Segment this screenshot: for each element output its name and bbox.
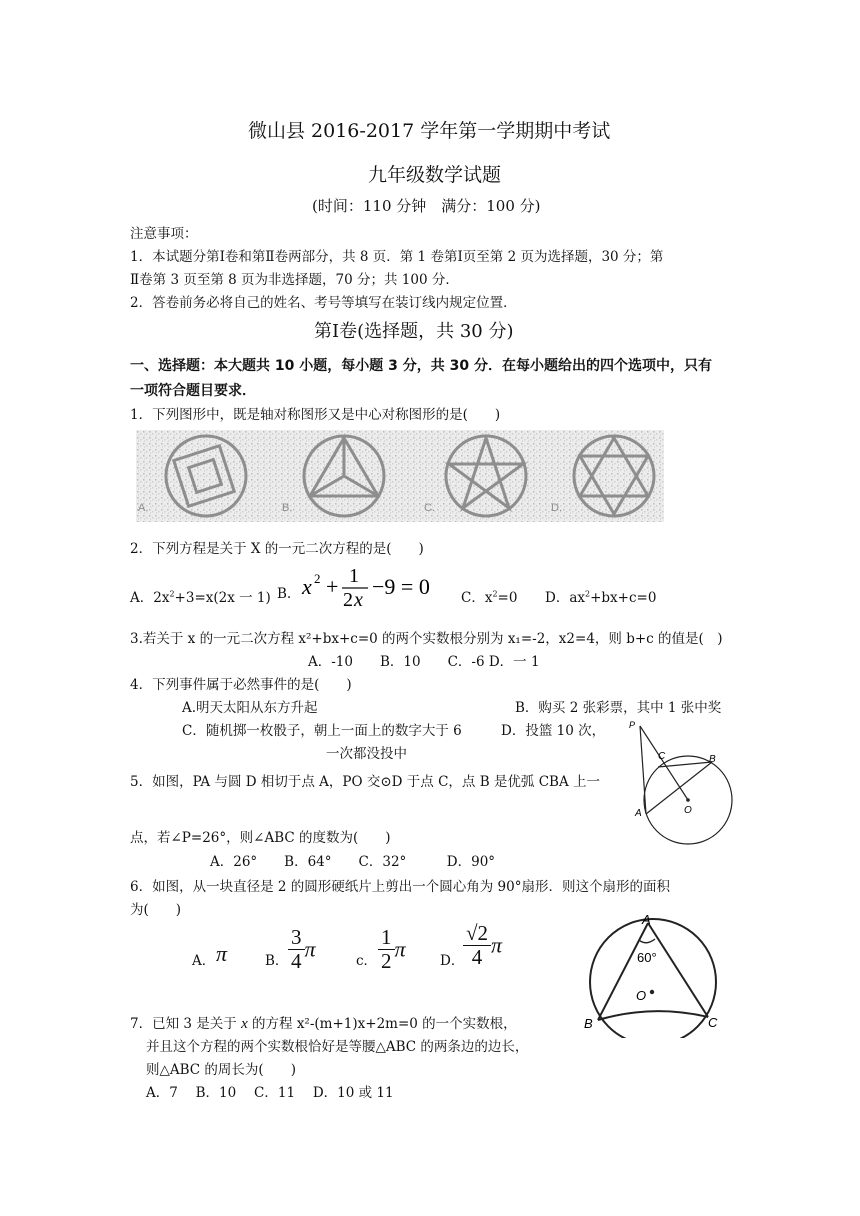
note-1-line-2: Ⅱ卷第 3 页至第 8 页为非选择题，70 分；共 100 分． [130,272,459,288]
q4-option-d-cont: 一次都没投中 [326,746,407,762]
section-1-line-2: 一项符合题目要求． [130,383,256,399]
q1-label-b: B. [282,502,293,514]
exam-time: (时间：110 分钟 满分：100 分) [312,197,541,215]
q2-option-d: D．$ax^2+bx+c=0$ [545,589,657,606]
q5-label-p: P [629,720,636,730]
q1-label-a: A. [138,502,149,514]
note-2: 2．答卷前务必将自己的姓名、考号等填写在装订线内规定位置． [130,295,517,311]
section-1-line-1: 一、选择题：本大题共 10 小题，每小题 3 分，共 30 分．在每小题给出的四个选项中，只有 [130,358,712,374]
svg-text:2: 2 [314,571,321,586]
q3-stem: 3.若关于 x 的一元二次方程 x²+bx+c=0 的两个实数根分别为 x₁=-2，x2=4，则 b+c 的值是( ) [130,631,723,647]
svg-text:x: x [354,589,363,610]
q4-option-d: D．投篮 10 次， [501,723,606,739]
q7-label-o: O [636,988,647,1003]
part-1-title: 第Ⅰ卷(选择题，共 30 分) [314,321,514,342]
q5-stem-1: 5．如图，PA 与圆 D 相切于点 A，PO 交⊙D 于点 C，点 B 是优弧 CBA 上一 [130,774,600,790]
q7-label-c: C [708,1015,718,1030]
q1-stem: 1．下列图形中，既是轴对称图形又是中心对称图形的是( ) [130,407,501,423]
q2-option-b-equation [300,562,440,614]
q7-angle-label: 60° [637,950,657,965]
q6-option-c-label: c． [356,953,378,969]
q7-stem-3: 则△ABC 的周长为( ) [146,1062,296,1078]
q1-shapes-image [136,430,664,522]
q1-label-d: D. [551,502,562,514]
svg-text:1: 1 [349,565,359,587]
q7-stem-2: 并且这个方程的两个实数根恰好是等腰△ABC 的两条边的边长， [146,1039,529,1055]
q2-option-b-label: B. [277,586,292,602]
q4-option-c: C．随机掷一枚骰子，朝上一面上的数字大于 6 [182,723,462,739]
q2-option-a: A．$2x^2+3=x(2x$ 一 1) [130,589,271,606]
svg-text:−9 = 0: −9 = 0 [372,574,430,599]
q5-label-b: B [709,754,716,765]
q7-label-b: B [584,1016,593,1031]
q1-label-c: C. [424,502,435,514]
q5-figure [626,716,736,848]
q3-options: A．-10 B．10 C．-6 D．一 1 [308,654,540,670]
svg-text:x: x [302,574,312,599]
q5-label-c: C [658,751,666,762]
q4-option-a: A.明天太阳从东方升起 [182,700,318,716]
q7-stem-1: 7．已知 3 是关于 x 的方程 x²-(m+1)x+2m=0 的一个实数根， [130,1016,517,1032]
q4-stem: 4．下列事件属于必然事件的是( ) [130,677,352,693]
svg-text:2: 2 [343,589,353,610]
q5-label-a: A [635,808,642,819]
q6-option-a-pi: π [216,941,228,966]
q6-option-d-value: $\frac{√2}{4}$ π [463,922,502,969]
q7-label-a: A [642,912,651,927]
q6-option-c-value: $\frac{1}{2}$ π [378,926,406,973]
q6-option-d-label: D． [440,953,465,969]
q7-options: A．7 B．10 C．11 D．10 或 11 [146,1085,394,1101]
q2-option-c: C．$x^2=0$ [461,589,518,606]
q6-option-a-label: A． [192,953,216,969]
q7-figure [582,910,728,1038]
exam-subtitle: 九年级数学试题 [368,164,502,186]
q5-stem-2: 点，若∠P=26°，则∠ABC 的度数为( ) [130,830,391,846]
q5-label-o: O [684,805,692,816]
q1-figure-strip [136,430,664,522]
q2-stem: 2．下列方程是关于 X 的一元二次方程的是( ) [130,541,424,557]
q6-option-b-label: B． [265,953,289,969]
q4-option-b: B．购买 2 张彩票，其中 1 张中奖 [515,700,722,716]
exam-title: 微山县 2016-2017 学年第一学期期中考试 [248,120,611,142]
notes-heading: 注意事项： [130,226,198,242]
svg-text:+: + [326,574,339,599]
q6-stem-2: 为( ) [130,902,182,918]
q6-option-b-value: $\frac{3}{4}$ π [288,926,316,973]
note-1-line-1: 1．本试题分第Ⅰ卷和第Ⅱ卷两部分，共 8 页．第 1 卷第Ⅰ页至第 2 页为选择题，30 分；第 [130,249,664,265]
q6-stem-1: 6．如图，从一块直径是 2 的圆形硬纸片上剪出一个圆心角为 90°扇形．则这个扇形的面积 [130,879,670,895]
q5-options: A．26° B．64° C．32° D．90° [210,854,496,870]
